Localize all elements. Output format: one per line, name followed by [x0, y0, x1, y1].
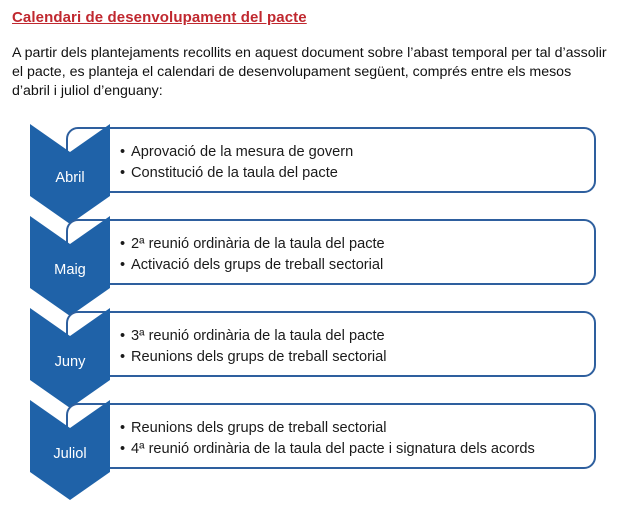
- list-item: • 4ª reunió ordinària de la taula del pacte i signatura dels acords: [120, 441, 535, 457]
- timeline-items: [120, 142, 353, 184]
- intro-paragraph: A partir dels plantejaments recollits en aquest document sobre l’abast temporal per tal d’assolir el pacte, es planteja el calendari de desenvolupament següent, comprés entre els mesos d’abril i juliol d’enguany:: [12, 45, 607, 99]
- list-item: • Aprovació de la mesura de govern: [120, 144, 354, 160]
- timeline-items: [120, 418, 535, 460]
- list-item: • Reunions dels grups de treball sectorial: [120, 349, 387, 365]
- list-item: • Constitució de la taula del pacte: [120, 165, 338, 181]
- list-item: • Reunions dels grups de treball sectorial: [120, 420, 387, 436]
- list-item: • 2ª reunió ordinària de la taula del pacte: [120, 236, 385, 252]
- timeline-card-abril: [66, 127, 596, 193]
- month-label-juny: Juny: [54, 354, 86, 370]
- list-item: • 3ª reunió ordinària de la taula del pacte: [120, 328, 385, 344]
- month-label-juliol: Juliol: [53, 446, 87, 462]
- month-label-abril: Abril: [55, 170, 85, 186]
- list-item: • Activació dels grups de treball sectorial: [120, 257, 384, 273]
- timeline-items: [120, 326, 387, 368]
- timeline-card-juny: [66, 311, 596, 377]
- timeline-items: [120, 234, 385, 276]
- timeline-card-juliol: [66, 403, 596, 469]
- timeline-card-maig: [66, 219, 596, 285]
- section-title: Calendari de desenvolupament del pacte: [12, 9, 307, 26]
- month-label-maig: Maig: [54, 262, 86, 278]
